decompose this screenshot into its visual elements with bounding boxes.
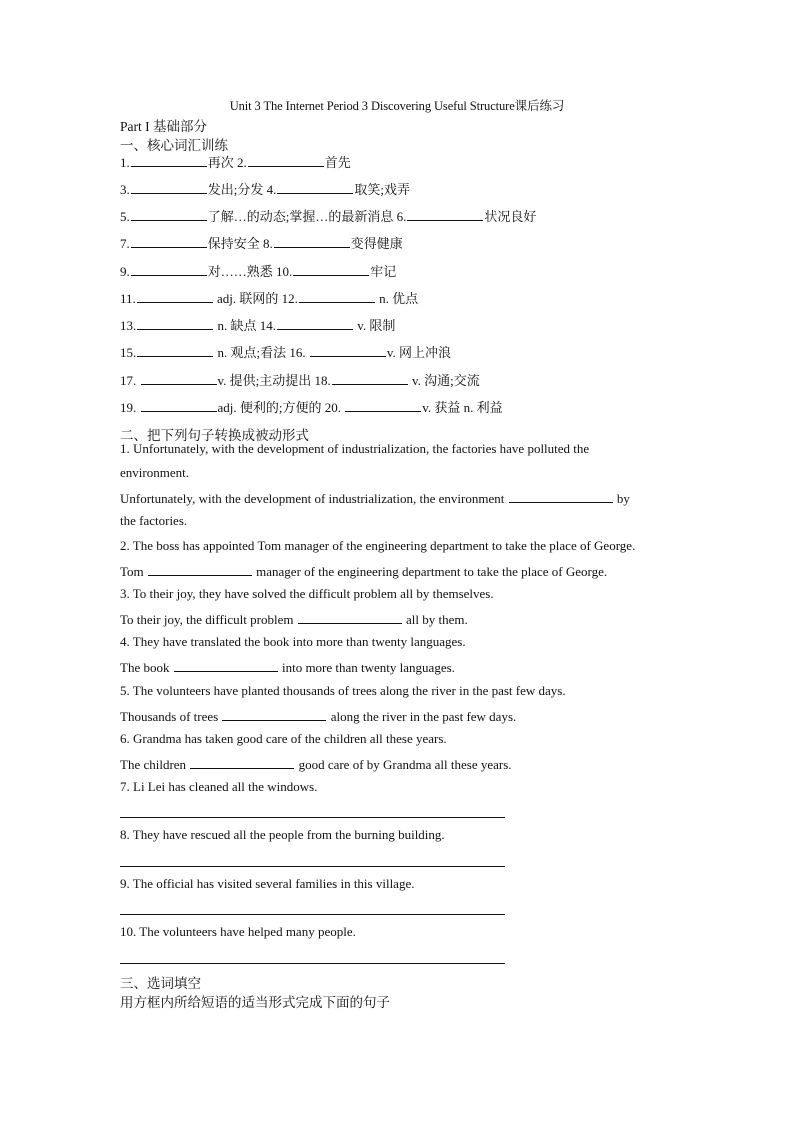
blank-line[interactable] bbox=[148, 562, 252, 576]
vocab-row: 7. 保持安全 8. 变得健康 bbox=[120, 236, 403, 251]
answer-sentence: The children good care of by Grandma all these years. bbox=[120, 757, 512, 772]
vocab-row: 13. n. 缺点 14. v. 限制 bbox=[120, 318, 396, 333]
vocab-row: 17. v. 提供;主动提出 18. v. 沟通;交流 bbox=[120, 373, 480, 388]
answer-sentence: Unfortunately, with the development of industrialization, the environment by bbox=[120, 491, 630, 506]
blank-line[interactable] bbox=[137, 343, 213, 357]
question-text: 2. The boss has appointed Tom manager of the engineering department to take the place of George. bbox=[120, 538, 636, 553]
blank-line[interactable] bbox=[190, 755, 294, 769]
blank-line[interactable] bbox=[141, 371, 217, 385]
answer-sentence: Thousands of trees along the river in the past few days. bbox=[120, 709, 517, 724]
section3-instruction: 用方框内所给短语的适当形式完成下面的句子 bbox=[120, 995, 390, 1010]
answer-sentence: To their joy, the difficult problem all by them. bbox=[120, 612, 468, 627]
blank-line[interactable] bbox=[141, 398, 217, 412]
blank-line[interactable] bbox=[299, 289, 375, 303]
blank-line[interactable] bbox=[248, 153, 324, 167]
vocab-row: 5. 了解…的动态;掌握…的最新消息 6. 状况良好 bbox=[120, 209, 537, 224]
blank-line[interactable] bbox=[293, 262, 369, 276]
blank-line[interactable] bbox=[137, 289, 213, 303]
part-heading: Part I 基础部分 bbox=[120, 119, 207, 134]
answer-line[interactable] bbox=[120, 963, 505, 964]
blank-line[interactable] bbox=[407, 207, 483, 221]
section3-heading: 三、选词填空 bbox=[120, 976, 201, 991]
question-text: 7. Li Lei has cleaned all the windows. bbox=[120, 779, 318, 794]
blank-line[interactable] bbox=[310, 343, 386, 357]
answer-sentence: Tom manager of the engineering department to take the place of George. bbox=[120, 564, 608, 579]
blank-line[interactable] bbox=[131, 262, 207, 276]
blank-line[interactable] bbox=[222, 707, 326, 721]
blank-line[interactable] bbox=[509, 489, 613, 503]
blank-line[interactable] bbox=[174, 658, 278, 672]
blank-line[interactable] bbox=[131, 234, 207, 248]
blank-line[interactable] bbox=[131, 180, 207, 194]
blank-line[interactable] bbox=[345, 398, 421, 412]
vocab-row: 9. 对……熟悉 10. 牢记 bbox=[120, 264, 397, 279]
vocab-row: 3. 发出;分发 4. 取笑;戏弄 bbox=[120, 182, 410, 197]
question-text: 9. The official has visited several families in this village. bbox=[120, 876, 415, 891]
blank-line[interactable] bbox=[131, 207, 207, 221]
blank-line[interactable] bbox=[277, 180, 353, 194]
answer-line[interactable] bbox=[120, 817, 505, 818]
blank-line[interactable] bbox=[137, 316, 213, 330]
section2-heading: 二、把下列句子转换成被动形式 bbox=[120, 428, 309, 443]
section1-heading: 一、核心词汇训练 bbox=[120, 138, 228, 153]
answer-line[interactable] bbox=[120, 866, 505, 867]
answer-sentence: the factories. bbox=[120, 513, 188, 528]
blank-line[interactable] bbox=[277, 316, 353, 330]
question-text: 10. The volunteers have helped many people. bbox=[120, 924, 356, 939]
question-text: 3. To their joy, they have solved the difficult problem all by themselves. bbox=[120, 586, 494, 601]
blank-line[interactable] bbox=[332, 371, 408, 385]
vocab-row: 11. adj. 联网的 12. n. 优点 bbox=[120, 291, 419, 306]
answer-line[interactable] bbox=[120, 914, 505, 915]
question-text: environment. bbox=[120, 465, 189, 480]
worksheet-title: Unit 3 The Internet Period 3 Discovering Useful Structure课后练习 bbox=[229, 99, 565, 113]
question-text: 4. They have translated the book into more than twenty languages. bbox=[120, 634, 466, 649]
vocab-row: 15. n. 观点;看法 16. v. 网上冲浪 bbox=[120, 345, 452, 360]
question-text: 6. Grandma has taken good care of the children all these years. bbox=[120, 731, 447, 746]
question-text: 8. They have rescued all the people from the burning building. bbox=[120, 827, 445, 842]
vocab-row: 19. adj. 便利的;方便的 20. v. 获益 n. 利益 bbox=[120, 400, 503, 415]
blank-line[interactable] bbox=[131, 153, 207, 167]
answer-sentence: The book into more than twenty languages. bbox=[120, 660, 455, 675]
vocab-row: 1. 再次 2. 首先 bbox=[120, 155, 351, 170]
blank-line[interactable] bbox=[298, 610, 402, 624]
blank-line[interactable] bbox=[274, 234, 350, 248]
question-text: 1. Unfortunately, with the development of industrialization, the factories have polluted the bbox=[120, 441, 590, 456]
question-text: 5. The volunteers have planted thousands of trees along the river in the past few days. bbox=[120, 683, 566, 698]
